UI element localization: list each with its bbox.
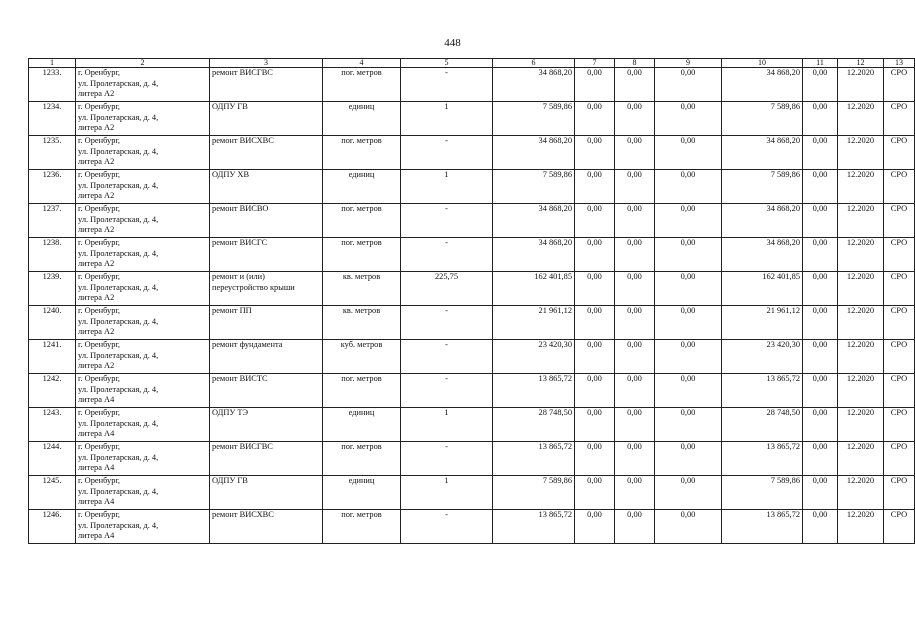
cost-col10-cell: 13 865,72 — [722, 374, 803, 408]
cost-col8-cell: 0,00 — [615, 238, 655, 272]
funding-source-cell: СРО — [884, 238, 915, 272]
work-type-cell — [210, 102, 323, 136]
address-line: ул. Пролетарская, д. 4, — [78, 282, 159, 292]
cost-col9-cell: 0,00 — [655, 306, 722, 340]
column-header: 12 — [838, 59, 884, 68]
cost-col8-cell: 0,00 — [615, 442, 655, 476]
cost-col9-cell: 0,00 — [655, 68, 722, 102]
address-cell — [76, 102, 210, 136]
work-type-line: ремонт ВИСГС — [212, 238, 268, 247]
address-line: ул. Пролетарская, д. 4, — [78, 520, 159, 530]
completion-date-cell: 12.2020 — [838, 408, 884, 442]
column-header: 3 — [210, 59, 323, 68]
work-type-line: ремонт ВИСТС — [212, 374, 268, 383]
address-cell — [76, 170, 210, 204]
cost-col9-cell: 0,00 — [655, 476, 722, 510]
completion-date-cell: 12.2020 — [838, 136, 884, 170]
address-cell — [76, 272, 210, 306]
funding-source-cell: СРО — [884, 374, 915, 408]
address-line: литера А2 — [78, 191, 115, 200]
cost-col8-cell: 0,00 — [615, 272, 655, 306]
address-cell — [76, 442, 210, 476]
cost-col10-cell: 7 589,86 — [722, 476, 803, 510]
cost-col7-cell: 0,00 — [575, 272, 615, 306]
cost-col8-cell: 0,00 — [615, 340, 655, 374]
column-header: 8 — [615, 59, 655, 68]
table-row — [29, 408, 915, 442]
cost-col8-cell: 0,00 — [615, 306, 655, 340]
cost-col8-cell: 0,00 — [615, 102, 655, 136]
table-row — [29, 272, 915, 306]
table-row — [29, 442, 915, 476]
address-line: литера А2 — [78, 293, 115, 302]
cost-col7-cell: 0,00 — [575, 374, 615, 408]
work-type-line: ремонт ВИСГВС — [212, 442, 273, 451]
table-row — [29, 102, 915, 136]
address-cell — [76, 204, 210, 238]
address-line: ул. Пролетарская, д. 4, — [78, 78, 159, 88]
address-cell — [76, 238, 210, 272]
work-type-cell — [210, 442, 323, 476]
address-cell — [76, 510, 210, 544]
address-line: г. Оренбург, — [78, 272, 121, 281]
work-type-cell — [210, 340, 323, 374]
completion-date-cell: 12.2020 — [838, 238, 884, 272]
total-cost-cell: 13 865,72 — [493, 510, 575, 544]
row-number-cell: 1236. — [29, 170, 76, 204]
cost-col10-cell: 7 589,86 — [722, 102, 803, 136]
work-type-cell — [210, 374, 323, 408]
cost-col7-cell: 0,00 — [575, 204, 615, 238]
cost-col11-cell: 0,00 — [803, 374, 838, 408]
unit-cell: пог. метров — [323, 374, 401, 408]
address-line: г. Оренбург, — [78, 238, 121, 247]
address-line: литера А2 — [78, 259, 115, 268]
address-line: г. Оренбург, — [78, 476, 121, 485]
total-cost-cell: 23 420,30 — [493, 340, 575, 374]
cost-col11-cell: 0,00 — [803, 408, 838, 442]
quantity-cell: - — [401, 340, 493, 374]
unit-cell: кв. метров — [323, 306, 401, 340]
cost-col8-cell: 0,00 — [615, 408, 655, 442]
unit-cell: единиц — [323, 102, 401, 136]
row-number-cell: 1234. — [29, 102, 76, 136]
quantity-cell: - — [401, 442, 493, 476]
address-cell — [76, 306, 210, 340]
address-line: г. Оренбург, — [78, 68, 121, 77]
cost-col8-cell: 0,00 — [615, 68, 655, 102]
funding-source-cell: СРО — [884, 306, 915, 340]
cost-col11-cell: 0,00 — [803, 136, 838, 170]
column-number-row — [29, 59, 915, 68]
address-line: ул. Пролетарская, д. 4, — [78, 418, 159, 428]
quantity-cell: 225,75 — [401, 272, 493, 306]
work-type-line: ремонт фундамента — [212, 340, 283, 349]
work-type-line: ОДПУ ХВ — [212, 170, 250, 179]
table-row — [29, 238, 915, 272]
address-line: литера А2 — [78, 123, 115, 132]
row-number-cell: 1233. — [29, 68, 76, 102]
cost-col10-cell: 34 868,20 — [722, 204, 803, 238]
row-number-cell: 1242. — [29, 374, 76, 408]
cost-col11-cell: 0,00 — [803, 170, 838, 204]
table-row — [29, 306, 915, 340]
cost-col10-cell: 13 865,72 — [722, 442, 803, 476]
funding-source-cell: СРО — [884, 68, 915, 102]
address-cell — [76, 340, 210, 374]
unit-cell: пог. метров — [323, 136, 401, 170]
row-number-cell: 1238. — [29, 238, 76, 272]
column-header: 7 — [575, 59, 615, 68]
cost-col10-cell: 34 868,20 — [722, 136, 803, 170]
funding-source-cell: СРО — [884, 204, 915, 238]
total-cost-cell: 7 589,86 — [493, 102, 575, 136]
cost-col11-cell: 0,00 — [803, 204, 838, 238]
address-line: ул. Пролетарская, д. 4, — [78, 350, 159, 360]
cost-col10-cell: 21 961,12 — [722, 306, 803, 340]
cost-col11-cell: 0,00 — [803, 238, 838, 272]
total-cost-cell: 34 868,20 — [493, 68, 575, 102]
completion-date-cell: 12.2020 — [838, 374, 884, 408]
work-type-line: ремонт ВИСГВС — [212, 68, 273, 77]
address-line: ул. Пролетарская, д. 4, — [78, 486, 159, 496]
cost-col8-cell: 0,00 — [615, 204, 655, 238]
quantity-cell: 1 — [401, 102, 493, 136]
address-line: г. Оренбург, — [78, 510, 121, 519]
cost-col9-cell: 0,00 — [655, 102, 722, 136]
cost-col7-cell: 0,00 — [575, 102, 615, 136]
table-row — [29, 204, 915, 238]
address-line: г. Оренбург, — [78, 136, 121, 145]
address-line: г. Оренбург, — [78, 408, 121, 417]
address-line: ул. Пролетарская, д. 4, — [78, 112, 159, 122]
cost-col10-cell: 162 401,85 — [722, 272, 803, 306]
completion-date-cell: 12.2020 — [838, 510, 884, 544]
address-cell — [76, 136, 210, 170]
quantity-cell: - — [401, 136, 493, 170]
cost-col10-cell: 13 865,72 — [722, 510, 803, 544]
column-header: 4 — [323, 59, 401, 68]
address-line: литера А4 — [78, 531, 115, 540]
cost-col11-cell: 0,00 — [803, 510, 838, 544]
address-line: г. Оренбург, — [78, 442, 121, 451]
address-cell — [76, 68, 210, 102]
work-type-cell — [210, 408, 323, 442]
work-type-cell — [210, 306, 323, 340]
cost-col11-cell: 0,00 — [803, 306, 838, 340]
cost-col9-cell: 0,00 — [655, 374, 722, 408]
cost-col7-cell: 0,00 — [575, 340, 615, 374]
total-cost-cell: 34 868,20 — [493, 238, 575, 272]
cost-col7-cell: 0,00 — [575, 442, 615, 476]
funding-source-cell: СРО — [884, 102, 915, 136]
total-cost-cell: 13 865,72 — [493, 442, 575, 476]
cost-col9-cell: 0,00 — [655, 408, 722, 442]
address-line: ул. Пролетарская, д. 4, — [78, 248, 159, 258]
total-cost-cell: 7 589,86 — [493, 170, 575, 204]
table-body — [29, 68, 915, 544]
unit-cell: кв. метров — [323, 272, 401, 306]
unit-cell: пог. метров — [323, 68, 401, 102]
funding-source-cell: СРО — [884, 442, 915, 476]
unit-cell: единиц — [323, 476, 401, 510]
cost-col8-cell: 0,00 — [615, 136, 655, 170]
cost-col8-cell: 0,00 — [615, 374, 655, 408]
address-line: литера А4 — [78, 497, 115, 506]
row-number-cell: 1237. — [29, 204, 76, 238]
work-type-line: ОДПУ ГВ — [212, 102, 248, 111]
cost-col11-cell: 0,00 — [803, 340, 838, 374]
column-header: 9 — [655, 59, 722, 68]
row-number-cell: 1241. — [29, 340, 76, 374]
cost-col9-cell: 0,00 — [655, 238, 722, 272]
unit-cell: пог. метров — [323, 238, 401, 272]
funding-source-cell: СРО — [884, 510, 915, 544]
address-cell — [76, 476, 210, 510]
funding-source-cell: СРО — [884, 340, 915, 374]
quantity-cell: 1 — [401, 408, 493, 442]
completion-date-cell: 12.2020 — [838, 170, 884, 204]
cost-col10-cell: 34 868,20 — [722, 238, 803, 272]
address-line: ул. Пролетарская, д. 4, — [78, 316, 159, 326]
cost-col10-cell: 28 748,50 — [722, 408, 803, 442]
cost-col7-cell: 0,00 — [575, 476, 615, 510]
address-line: литера А4 — [78, 395, 115, 404]
address-line: г. Оренбург, — [78, 170, 121, 179]
unit-cell: единиц — [323, 170, 401, 204]
address-line: ул. Пролетарская, д. 4, — [78, 146, 159, 156]
completion-date-cell: 12.2020 — [838, 306, 884, 340]
address-line: литера А4 — [78, 429, 115, 438]
cost-col11-cell: 0,00 — [803, 442, 838, 476]
address-line: литера А2 — [78, 225, 115, 234]
completion-date-cell: 12.2020 — [838, 272, 884, 306]
cost-col7-cell: 0,00 — [575, 136, 615, 170]
address-line: ул. Пролетарская, д. 4, — [78, 452, 159, 462]
work-type-line: ремонт ВИСВО — [212, 204, 269, 213]
register-table — [28, 58, 915, 544]
funding-source-cell: СРО — [884, 476, 915, 510]
completion-date-cell: 12.2020 — [838, 476, 884, 510]
cost-col7-cell: 0,00 — [575, 510, 615, 544]
address-line: ул. Пролетарская, д. 4, — [78, 180, 159, 190]
table-row — [29, 340, 915, 374]
cost-col11-cell: 0,00 — [803, 102, 838, 136]
work-type-cell — [210, 476, 323, 510]
work-type-line: ОДПУ ТЭ — [212, 408, 249, 417]
table-row — [29, 136, 915, 170]
cost-col10-cell: 7 589,86 — [722, 170, 803, 204]
cost-col9-cell: 0,00 — [655, 442, 722, 476]
cost-col7-cell: 0,00 — [575, 68, 615, 102]
cost-col11-cell: 0,00 — [803, 272, 838, 306]
row-number-cell: 1235. — [29, 136, 76, 170]
cost-col8-cell: 0,00 — [615, 510, 655, 544]
total-cost-cell: 7 589,86 — [493, 476, 575, 510]
completion-date-cell: 12.2020 — [838, 68, 884, 102]
address-line: литера А2 — [78, 327, 115, 336]
work-type-cell — [210, 510, 323, 544]
cost-col10-cell: 23 420,30 — [722, 340, 803, 374]
cost-col9-cell: 0,00 — [655, 340, 722, 374]
unit-cell: пог. метров — [323, 442, 401, 476]
funding-source-cell: СРО — [884, 136, 915, 170]
unit-cell: пог. метров — [323, 204, 401, 238]
total-cost-cell: 28 748,50 — [493, 408, 575, 442]
work-type-cell — [210, 272, 323, 306]
address-line: г. Оренбург, — [78, 340, 121, 349]
quantity-cell: 1 — [401, 476, 493, 510]
address-line: ул. Пролетарская, д. 4, — [78, 214, 159, 224]
quantity-cell: - — [401, 68, 493, 102]
cost-col8-cell: 0,00 — [615, 170, 655, 204]
funding-source-cell: СРО — [884, 408, 915, 442]
work-type-cell — [210, 204, 323, 238]
total-cost-cell: 13 865,72 — [493, 374, 575, 408]
completion-date-cell: 12.2020 — [838, 204, 884, 238]
address-line: г. Оренбург, — [78, 102, 121, 111]
completion-date-cell: 12.2020 — [838, 340, 884, 374]
cost-col7-cell: 0,00 — [575, 408, 615, 442]
work-type-line: ремонт ВИСХВС — [212, 136, 274, 145]
address-line: г. Оренбург, — [78, 204, 121, 213]
address-line: литера А2 — [78, 157, 115, 166]
column-header: 11 — [803, 59, 838, 68]
cost-col9-cell: 0,00 — [655, 510, 722, 544]
work-type-line: переустройство крыши — [212, 282, 295, 292]
table-row — [29, 374, 915, 408]
work-type-line: ремонт и (или) — [212, 272, 265, 281]
row-number-cell: 1243. — [29, 408, 76, 442]
address-cell — [76, 408, 210, 442]
quantity-cell: 1 — [401, 170, 493, 204]
funding-source-cell: СРО — [884, 272, 915, 306]
cost-col9-cell: 0,00 — [655, 136, 722, 170]
completion-date-cell: 12.2020 — [838, 102, 884, 136]
work-type-cell — [210, 170, 323, 204]
quantity-cell: - — [401, 204, 493, 238]
row-number-cell: 1240. — [29, 306, 76, 340]
cost-col11-cell: 0,00 — [803, 68, 838, 102]
cost-col7-cell: 0,00 — [575, 170, 615, 204]
work-type-line: ремонт ПП — [212, 306, 252, 315]
total-cost-cell: 34 868,20 — [493, 136, 575, 170]
column-header: 13 — [884, 59, 915, 68]
table-row — [29, 476, 915, 510]
funding-source-cell: СРО — [884, 170, 915, 204]
address-line: литера А4 — [78, 463, 115, 472]
row-number-cell: 1245. — [29, 476, 76, 510]
address-line: г. Оренбург, — [78, 374, 121, 383]
column-header: 6 — [493, 59, 575, 68]
cost-col9-cell: 0,00 — [655, 272, 722, 306]
row-number-cell: 1244. — [29, 442, 76, 476]
table-row — [29, 170, 915, 204]
cost-col10-cell: 34 868,20 — [722, 68, 803, 102]
cost-col7-cell: 0,00 — [575, 238, 615, 272]
cost-col11-cell: 0,00 — [803, 476, 838, 510]
column-header: 1 — [29, 59, 76, 68]
quantity-cell: - — [401, 374, 493, 408]
page-number: 448 — [444, 37, 461, 49]
work-type-line: ремонт ВИСХВС — [212, 510, 274, 519]
total-cost-cell: 162 401,85 — [493, 272, 575, 306]
address-line: литера А2 — [78, 89, 115, 98]
row-number-cell: 1239. — [29, 272, 76, 306]
total-cost-cell: 21 961,12 — [493, 306, 575, 340]
cost-col9-cell: 0,00 — [655, 204, 722, 238]
column-header: 10 — [722, 59, 803, 68]
address-cell — [76, 374, 210, 408]
cost-col8-cell: 0,00 — [615, 476, 655, 510]
address-line: ул. Пролетарская, д. 4, — [78, 384, 159, 394]
cost-col7-cell: 0,00 — [575, 306, 615, 340]
work-type-cell — [210, 136, 323, 170]
unit-cell: единиц — [323, 408, 401, 442]
unit-cell: пог. метров — [323, 510, 401, 544]
cost-col9-cell: 0,00 — [655, 170, 722, 204]
total-cost-cell: 34 868,20 — [493, 204, 575, 238]
completion-date-cell: 12.2020 — [838, 442, 884, 476]
address-line: литера А2 — [78, 361, 115, 370]
table-row — [29, 68, 915, 102]
quantity-cell: - — [401, 238, 493, 272]
address-line: г. Оренбург, — [78, 306, 121, 315]
work-type-cell — [210, 68, 323, 102]
unit-cell: куб. метров — [323, 340, 401, 374]
column-header: 5 — [401, 59, 493, 68]
work-type-cell — [210, 238, 323, 272]
quantity-cell: - — [401, 510, 493, 544]
work-type-line: ОДПУ ГВ — [212, 476, 248, 485]
table-row — [29, 510, 915, 544]
column-header: 2 — [76, 59, 210, 68]
quantity-cell: - — [401, 306, 493, 340]
row-number-cell: 1246. — [29, 510, 76, 544]
